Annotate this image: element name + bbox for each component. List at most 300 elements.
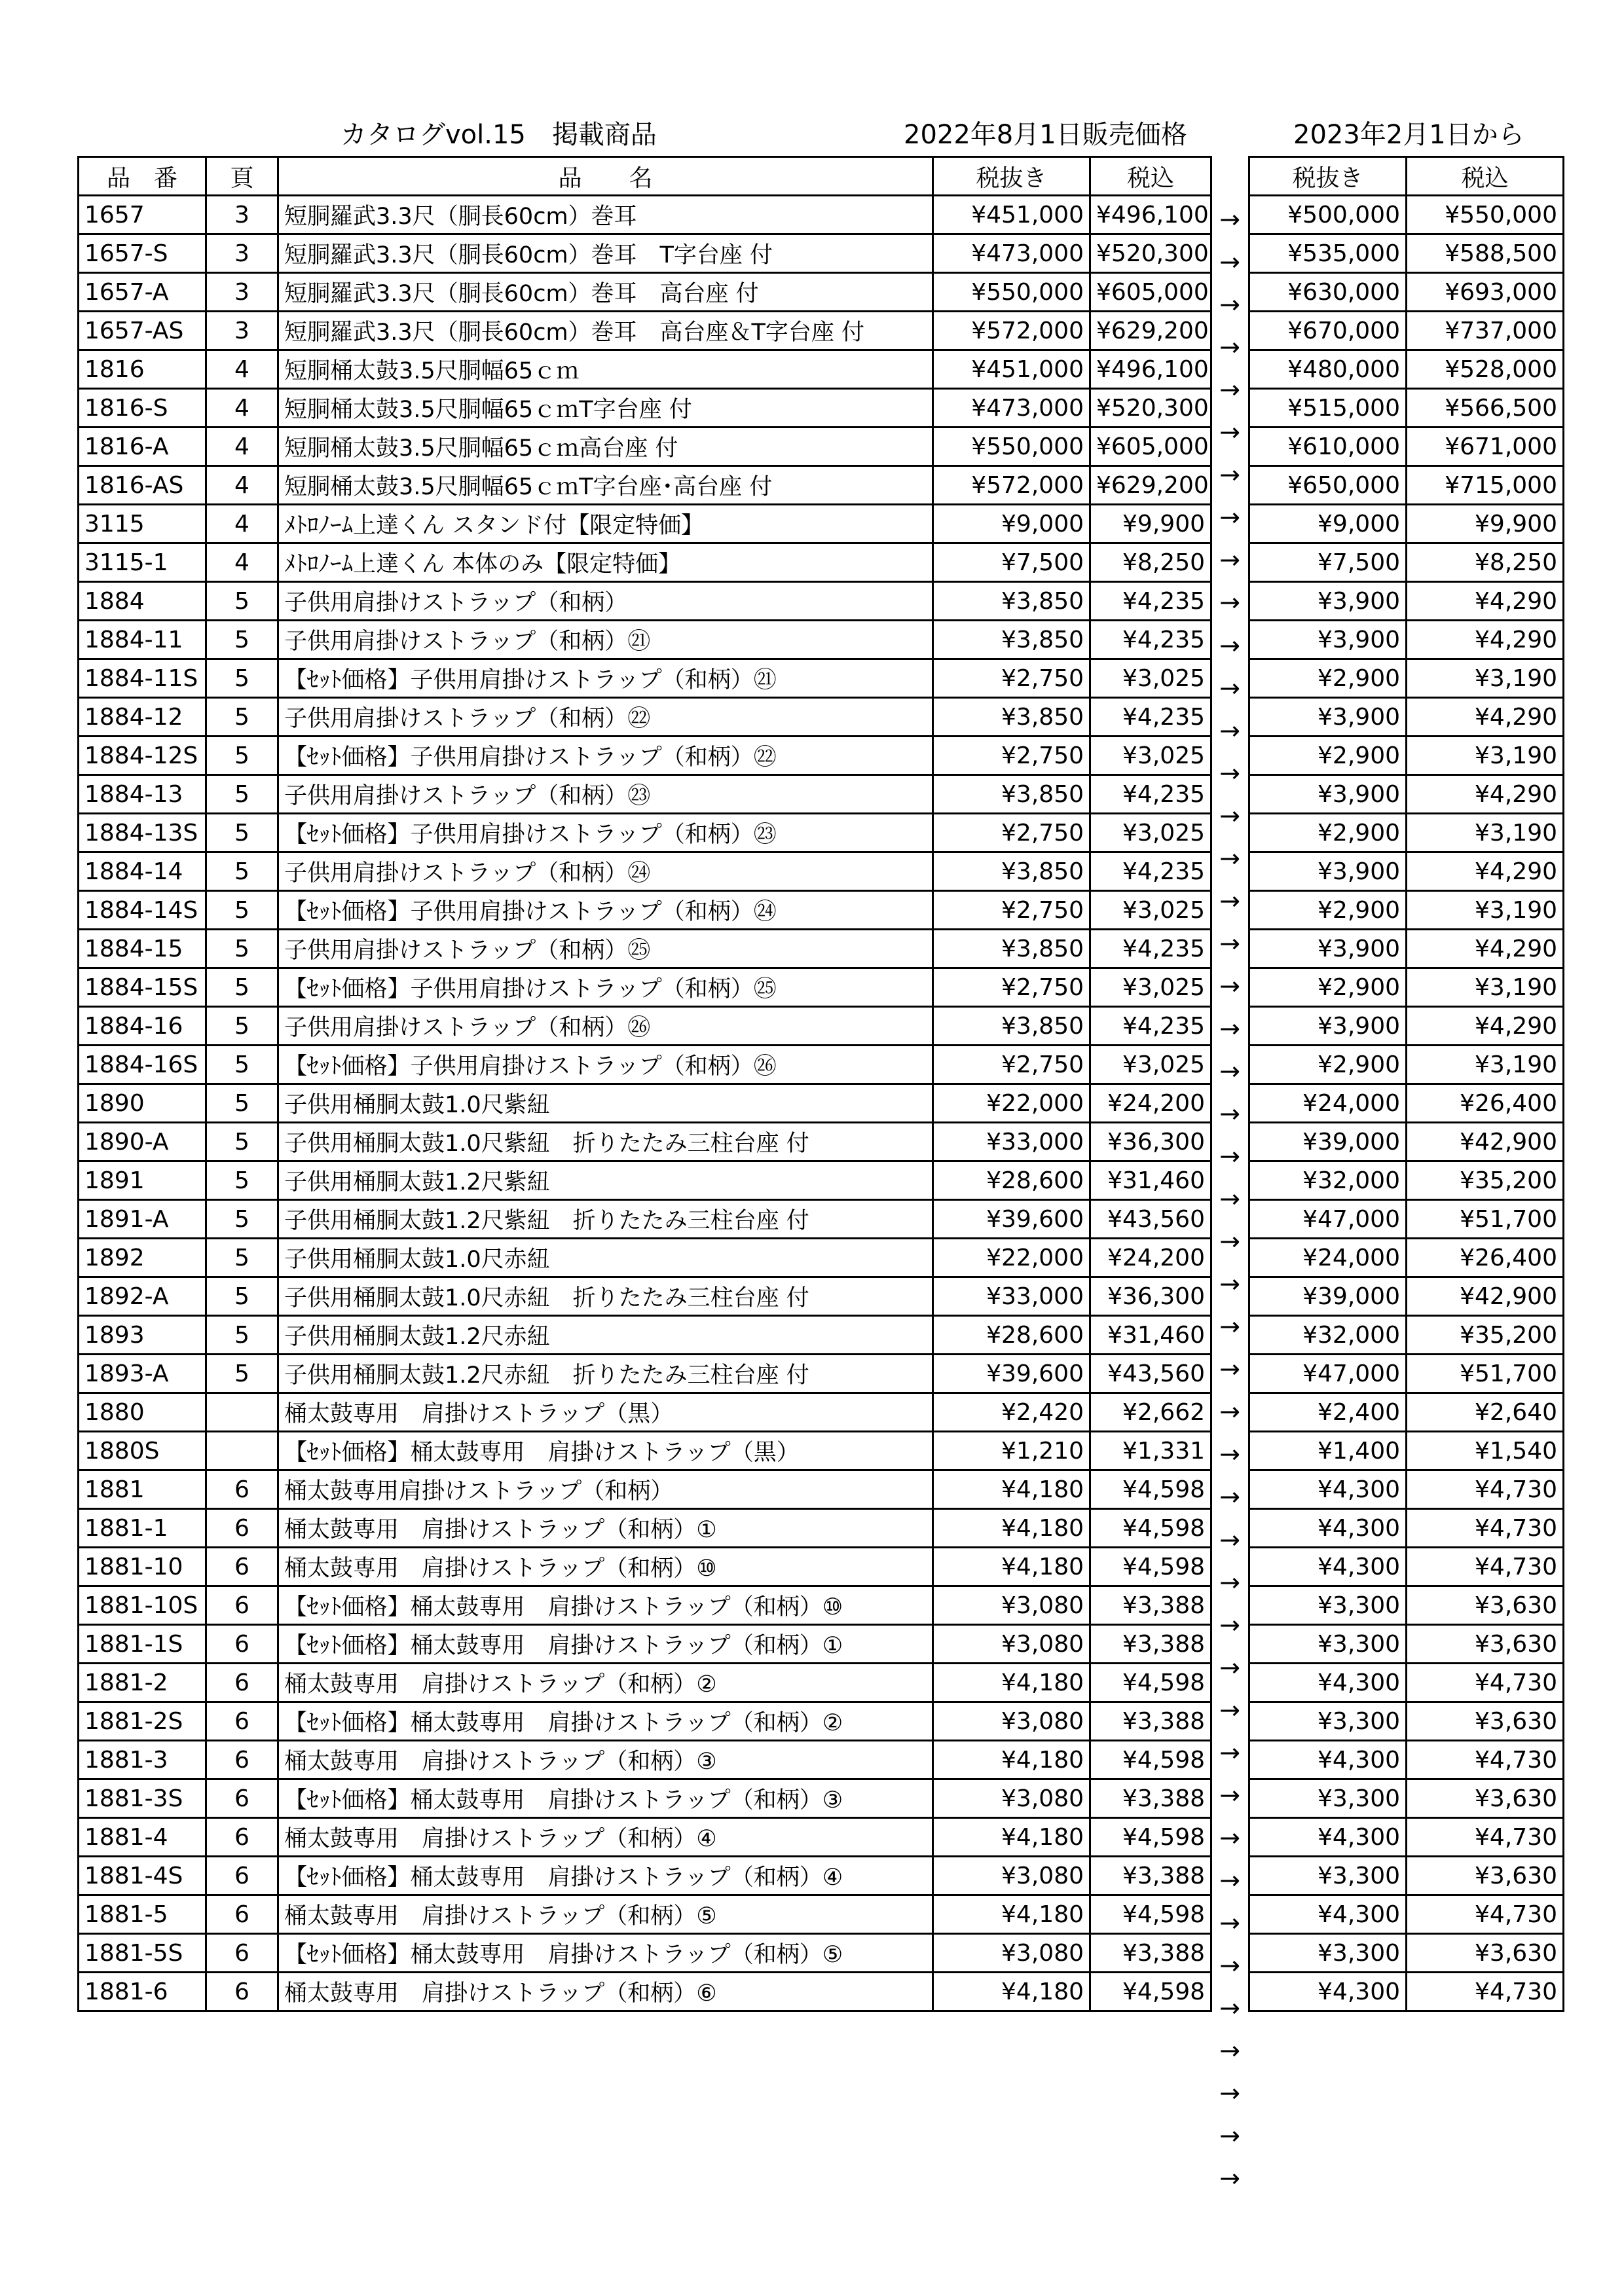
arrow-icon: → xyxy=(1219,1610,1240,1639)
cell-ex-tax: ¥3,850 xyxy=(933,582,1090,621)
table-row xyxy=(1249,1934,1564,1973)
table-row xyxy=(79,737,1211,775)
cell-ex-tax: ¥3,080 xyxy=(933,1625,1090,1664)
cell-code: 1881-10S xyxy=(79,1586,206,1625)
cell-new-in-tax: ¥4,290 xyxy=(1407,852,1564,891)
cell-new-in-tax: ¥51,700 xyxy=(1407,1355,1564,1393)
cell-name: 子供用桶胴太鼓1.2尺紫紐 xyxy=(278,1161,933,1200)
cell-new-in-tax: ¥2,640 xyxy=(1407,1393,1564,1432)
cell-ex-tax: ¥33,000 xyxy=(933,1123,1090,1161)
cell-new-in-tax: ¥4,730 xyxy=(1407,1973,1564,2011)
cell-in-tax: ¥43,560 xyxy=(1090,1355,1211,1393)
cell-new-in-tax: ¥3,190 xyxy=(1407,1046,1564,1084)
cell-in-tax: ¥4,598 xyxy=(1090,1818,1211,1857)
cell-in-tax: ¥24,200 xyxy=(1090,1084,1211,1123)
cell-new-ex-tax: ¥4,300 xyxy=(1249,1664,1407,1702)
table-row xyxy=(79,1625,1211,1664)
cell-page: 6 xyxy=(206,1973,278,2011)
cell-ex-tax: ¥3,850 xyxy=(933,698,1090,737)
cell-ex-tax: ¥28,600 xyxy=(933,1316,1090,1355)
cell-name: 桶太鼓専用肩掛けストラップ（和柄） xyxy=(278,1470,933,1509)
cell-new-ex-tax: ¥3,900 xyxy=(1249,698,1407,737)
arrow-icon: → xyxy=(1219,1695,1240,1724)
cell-new-ex-tax: ¥515,000 xyxy=(1249,389,1407,428)
cell-new-ex-tax: ¥3,900 xyxy=(1249,621,1407,659)
cell-in-tax: ¥3,388 xyxy=(1090,1857,1211,1895)
arrow-icon: → xyxy=(1219,1908,1240,1937)
cell-new-ex-tax: ¥2,900 xyxy=(1249,968,1407,1007)
cell-new-ex-tax: ¥39,000 xyxy=(1249,1123,1407,1161)
cell-page: 6 xyxy=(206,1857,278,1895)
cell-code: 1881-2S xyxy=(79,1702,206,1741)
cell-ex-tax: ¥2,750 xyxy=(933,737,1090,775)
table-row xyxy=(79,1084,1211,1123)
cell-page: 6 xyxy=(206,1779,278,1818)
cell-in-tax: ¥3,025 xyxy=(1090,968,1211,1007)
col-header-name: 品 名 xyxy=(278,157,933,196)
cell-page xyxy=(206,1393,278,1432)
cell-page: 3 xyxy=(206,196,278,234)
cell-code: 1881-2 xyxy=(79,1664,206,1702)
cell-name: 短胴羅武3.3尺（胴長60cm）巻耳 xyxy=(278,196,933,234)
cell-ex-tax: ¥2,750 xyxy=(933,968,1090,1007)
cell-new-ex-tax: ¥3,900 xyxy=(1249,930,1407,968)
table-header-row xyxy=(79,157,1211,196)
cell-in-tax: ¥4,235 xyxy=(1090,1007,1211,1046)
cell-in-tax: ¥31,460 xyxy=(1090,1316,1211,1355)
cell-in-tax: ¥3,388 xyxy=(1090,1779,1211,1818)
cell-new-ex-tax: ¥24,000 xyxy=(1249,1239,1407,1277)
cell-code: 1881-1 xyxy=(79,1509,206,1548)
cell-name: 【ｾｯﾄ価格】子供用肩掛けストラップ（和柄）㉔ xyxy=(278,891,933,930)
table-row xyxy=(79,1316,1211,1355)
cell-new-ex-tax: ¥3,300 xyxy=(1249,1779,1407,1818)
table-row xyxy=(1249,196,1564,234)
cell-name: 子供用桶胴太鼓1.2尺紫紐 折りたたみ三柱台座 付 xyxy=(278,1200,933,1239)
cell-ex-tax: ¥4,180 xyxy=(933,1818,1090,1857)
cell-new-in-tax: ¥4,730 xyxy=(1407,1818,1564,1857)
table-row xyxy=(79,1277,1211,1316)
cell-page: 6 xyxy=(206,1470,278,1509)
arrow-icon: → xyxy=(1219,1780,1240,1810)
arrow-icon: → xyxy=(1219,2036,1240,2066)
cell-code: 1890-A xyxy=(79,1123,206,1161)
table-row xyxy=(1249,1432,1564,1470)
cell-in-tax: ¥520,300 xyxy=(1090,389,1211,428)
cell-code: 1881 xyxy=(79,1470,206,1509)
cell-ex-tax: ¥3,850 xyxy=(933,775,1090,814)
col-header-new-in-tax: 税込 xyxy=(1407,157,1564,196)
table-row xyxy=(1249,968,1564,1007)
cell-code: 1893-A xyxy=(79,1355,206,1393)
cell-ex-tax: ¥22,000 xyxy=(933,1239,1090,1277)
table-row xyxy=(1249,234,1564,273)
cell-code: 1657-S xyxy=(79,234,206,273)
table-row xyxy=(79,1432,1211,1470)
cell-new-in-tax: ¥715,000 xyxy=(1407,466,1564,505)
cell-new-ex-tax: ¥2,900 xyxy=(1249,1046,1407,1084)
cell-page: 4 xyxy=(206,543,278,582)
cell-code: 1881-10 xyxy=(79,1548,206,1586)
cell-new-ex-tax: ¥610,000 xyxy=(1249,428,1407,466)
cell-name: 短胴桶太鼓3.5尺胴幅65ｃｍ高台座 付 xyxy=(278,428,933,466)
cell-new-in-tax: ¥737,000 xyxy=(1407,312,1564,350)
cell-new-in-tax: ¥3,630 xyxy=(1407,1779,1564,1818)
table-row xyxy=(79,698,1211,737)
table-row xyxy=(1249,698,1564,737)
arrow-icon: → xyxy=(1219,971,1240,1000)
cell-in-tax: ¥4,598 xyxy=(1090,1895,1211,1934)
cell-code: 1884-11S xyxy=(79,659,206,698)
cell-code: 1884-15S xyxy=(79,968,206,1007)
table-row xyxy=(1249,1741,1564,1779)
cell-ex-tax: ¥3,080 xyxy=(933,1702,1090,1741)
cell-new-in-tax: ¥42,900 xyxy=(1407,1123,1564,1161)
cell-code: 1881-3S xyxy=(79,1779,206,1818)
cell-page: 5 xyxy=(206,1123,278,1161)
table-row xyxy=(79,1200,1211,1239)
cell-page: 6 xyxy=(206,1741,278,1779)
cell-in-tax: ¥36,300 xyxy=(1090,1277,1211,1316)
cell-new-in-tax: ¥1,540 xyxy=(1407,1432,1564,1470)
arrow-icon: → xyxy=(1219,1525,1240,1554)
cell-ex-tax: ¥2,750 xyxy=(933,891,1090,930)
cell-name: 子供用桶胴太鼓1.2尺赤紐 折りたたみ三柱台座 付 xyxy=(278,1355,933,1393)
cell-page: 5 xyxy=(206,1316,278,1355)
cell-new-ex-tax: ¥3,900 xyxy=(1249,775,1407,814)
table-row xyxy=(79,389,1211,428)
cell-ex-tax: ¥28,600 xyxy=(933,1161,1090,1200)
cell-code: 1881-5S xyxy=(79,1934,206,1973)
cell-code: 1881-5 xyxy=(79,1895,206,1934)
arrow-icon: → xyxy=(1219,460,1240,490)
cell-ex-tax: ¥3,080 xyxy=(933,1586,1090,1625)
cell-name: 桶太鼓専用 肩掛けストラップ（和柄）⑩ xyxy=(278,1548,933,1586)
cell-new-in-tax: ¥4,730 xyxy=(1407,1741,1564,1779)
table-row xyxy=(1249,273,1564,312)
cell-in-tax: ¥3,388 xyxy=(1090,1702,1211,1741)
cell-page: 6 xyxy=(206,1934,278,1973)
cell-code: 1892 xyxy=(79,1239,206,1277)
cell-code: 1884-13 xyxy=(79,775,206,814)
cell-new-in-tax: ¥4,290 xyxy=(1407,621,1564,659)
table-row xyxy=(79,1548,1211,1586)
cell-new-in-tax: ¥588,500 xyxy=(1407,234,1564,273)
cell-in-tax: ¥36,300 xyxy=(1090,1123,1211,1161)
cell-ex-tax: ¥2,750 xyxy=(933,814,1090,852)
cell-new-in-tax: ¥4,290 xyxy=(1407,1007,1564,1046)
table-row xyxy=(1249,1470,1564,1509)
cell-page: 5 xyxy=(206,775,278,814)
cell-new-in-tax: ¥3,630 xyxy=(1407,1625,1564,1664)
arrow-icon: → xyxy=(1219,2079,1240,2108)
table-row xyxy=(79,582,1211,621)
cell-new-ex-tax: ¥2,900 xyxy=(1249,659,1407,698)
col-header-ex-tax: 税抜き xyxy=(933,157,1090,196)
table-row xyxy=(79,350,1211,389)
cell-code: 1890 xyxy=(79,1084,206,1123)
table-row xyxy=(79,1934,1211,1973)
cell-name: 桶太鼓専用 肩掛けストラップ（和柄）④ xyxy=(278,1818,933,1857)
cell-in-tax: ¥31,460 xyxy=(1090,1161,1211,1200)
cell-page: 5 xyxy=(206,1239,278,1277)
table-row xyxy=(79,505,1211,543)
cell-in-tax: ¥4,235 xyxy=(1090,775,1211,814)
table-row xyxy=(79,1664,1211,1702)
arrow-icon: → xyxy=(1219,588,1240,617)
table-row xyxy=(1249,1895,1564,1934)
cell-name: 桶太鼓専用 肩掛けストラップ（黒） xyxy=(278,1393,933,1432)
cell-new-ex-tax: ¥7,500 xyxy=(1249,543,1407,582)
cell-in-tax: ¥496,100 xyxy=(1090,350,1211,389)
cell-code: 1884-15 xyxy=(79,930,206,968)
table-row xyxy=(79,273,1211,312)
cell-in-tax: ¥520,300 xyxy=(1090,234,1211,273)
table-row xyxy=(79,428,1211,466)
table-row xyxy=(1249,1084,1564,1123)
arrow-icon: → xyxy=(1219,886,1240,915)
arrow-icon: → xyxy=(1219,1994,1240,2023)
table-row xyxy=(1249,1664,1564,1702)
cell-name: 【ｾｯﾄ価格】桶太鼓専用 肩掛けストラップ（黒） xyxy=(278,1432,933,1470)
cell-new-ex-tax: ¥4,300 xyxy=(1249,1470,1407,1509)
cell-page: 4 xyxy=(206,505,278,543)
table-row xyxy=(1249,1007,1564,1046)
cell-new-ex-tax: ¥2,900 xyxy=(1249,891,1407,930)
cell-code: 1881-1S xyxy=(79,1625,206,1664)
cell-page: 6 xyxy=(206,1702,278,1741)
cell-code: 1880S xyxy=(79,1432,206,1470)
cell-code: 1884-16 xyxy=(79,1007,206,1046)
table-row xyxy=(1249,1509,1564,1548)
arrow-icon: → xyxy=(1219,1738,1240,1767)
cell-new-ex-tax: ¥2,400 xyxy=(1249,1393,1407,1432)
cell-in-tax: ¥3,025 xyxy=(1090,737,1211,775)
cell-code: 1816-S xyxy=(79,389,206,428)
cell-page: 5 xyxy=(206,1200,278,1239)
cell-name: 子供用桶胴太鼓1.0尺紫紐 折りたたみ三柱台座 付 xyxy=(278,1123,933,1161)
cell-name: 短胴羅武3.3尺（胴長60cm）巻耳 T字台座 付 xyxy=(278,234,933,273)
cell-name: 【ｾｯﾄ価格】桶太鼓専用 肩掛けストラップ（和柄）② xyxy=(278,1702,933,1741)
cell-in-tax: ¥4,598 xyxy=(1090,1509,1211,1548)
cell-name: 子供用肩掛けストラップ（和柄）㉔ xyxy=(278,852,933,891)
table-header-row xyxy=(1249,157,1564,196)
table-row xyxy=(79,1470,1211,1509)
cell-page: 5 xyxy=(206,891,278,930)
cell-in-tax: ¥496,100 xyxy=(1090,196,1211,234)
col-header-code: 品 番 xyxy=(79,157,206,196)
table-row xyxy=(79,1393,1211,1432)
cell-ex-tax: ¥2,750 xyxy=(933,659,1090,698)
cell-code: 1891 xyxy=(79,1161,206,1200)
cell-name: 短胴桶太鼓3.5尺胴幅65ｃｍT字台座･高台座 付 xyxy=(278,466,933,505)
cell-in-tax: ¥1,331 xyxy=(1090,1432,1211,1470)
cell-code: 1884-14 xyxy=(79,852,206,891)
cell-in-tax: ¥605,000 xyxy=(1090,273,1211,312)
arrow-icon: → xyxy=(1219,1355,1240,1384)
cell-new-in-tax: ¥3,630 xyxy=(1407,1934,1564,1973)
cell-new-in-tax: ¥550,000 xyxy=(1407,196,1564,234)
cell-name: 子供用桶胴太鼓1.0尺紫紐 xyxy=(278,1084,933,1123)
cell-page: 3 xyxy=(206,234,278,273)
cell-page: 5 xyxy=(206,1007,278,1046)
table-row xyxy=(1249,1239,1564,1277)
arrow-icon: → xyxy=(1219,1184,1240,1214)
table-row xyxy=(1249,1355,1564,1393)
table-row xyxy=(79,852,1211,891)
table-row xyxy=(79,1741,1211,1779)
arrow-icon: → xyxy=(1219,1056,1240,1085)
cell-ex-tax: ¥572,000 xyxy=(933,312,1090,350)
cell-page: 5 xyxy=(206,852,278,891)
cell-code: 1816-AS xyxy=(79,466,206,505)
table-row xyxy=(79,659,1211,698)
cell-code: 1884-12S xyxy=(79,737,206,775)
arrow-icon: → xyxy=(1219,801,1240,830)
cell-code: 1884-11 xyxy=(79,621,206,659)
table-row xyxy=(1249,1702,1564,1741)
cell-new-ex-tax: ¥47,000 xyxy=(1249,1355,1407,1393)
cell-new-ex-tax: ¥2,900 xyxy=(1249,737,1407,775)
cell-in-tax: ¥4,598 xyxy=(1090,1470,1211,1509)
table-row xyxy=(1249,659,1564,698)
cell-name: 短胴桶太鼓3.5尺胴幅65ｃｍT字台座 付 xyxy=(278,389,933,428)
table-row xyxy=(79,1818,1211,1857)
table-row xyxy=(1249,621,1564,659)
new-price-title: 2023年2月1日から xyxy=(1293,120,1524,150)
table-row xyxy=(1249,1973,1564,2011)
arrow-icon: → xyxy=(1219,1013,1240,1043)
cell-in-tax: ¥2,662 xyxy=(1090,1393,1211,1432)
cell-in-tax: ¥3,388 xyxy=(1090,1586,1211,1625)
cell-new-in-tax: ¥35,200 xyxy=(1407,1161,1564,1200)
cell-name: 桶太鼓専用 肩掛けストラップ（和柄）③ xyxy=(278,1741,933,1779)
table-row xyxy=(79,312,1211,350)
cell-new-ex-tax: ¥480,000 xyxy=(1249,350,1407,389)
cell-code: 1657 xyxy=(79,196,206,234)
cell-ex-tax: ¥4,180 xyxy=(933,1470,1090,1509)
cell-ex-tax: ¥3,080 xyxy=(933,1779,1090,1818)
arrow-icon: → xyxy=(1219,1950,1240,1980)
table-row xyxy=(79,1046,1211,1084)
cell-code: 1881-4 xyxy=(79,1818,206,1857)
cell-new-in-tax: ¥51,700 xyxy=(1407,1200,1564,1239)
cell-new-in-tax: ¥4,730 xyxy=(1407,1470,1564,1509)
cell-new-ex-tax: ¥3,900 xyxy=(1249,582,1407,621)
cell-ex-tax: ¥4,180 xyxy=(933,1895,1090,1934)
col-header-new-ex-tax: 税抜き xyxy=(1249,157,1407,196)
cell-new-ex-tax: ¥32,000 xyxy=(1249,1161,1407,1200)
table-row xyxy=(79,543,1211,582)
cell-new-in-tax: ¥4,730 xyxy=(1407,1509,1564,1548)
cell-name: 【ｾｯﾄ価格】桶太鼓専用 肩掛けストラップ（和柄）⑤ xyxy=(278,1934,933,1973)
cell-name: 【ｾｯﾄ価格】桶太鼓専用 肩掛けストラップ（和柄）① xyxy=(278,1625,933,1664)
table-row xyxy=(1249,1625,1564,1664)
cell-new-in-tax: ¥693,000 xyxy=(1407,273,1564,312)
cell-new-in-tax: ¥3,190 xyxy=(1407,968,1564,1007)
cell-name: 子供用桶胴太鼓1.2尺赤紐 xyxy=(278,1316,933,1355)
cell-in-tax: ¥605,000 xyxy=(1090,428,1211,466)
cell-ex-tax: ¥451,000 xyxy=(933,350,1090,389)
cell-new-in-tax: ¥4,730 xyxy=(1407,1548,1564,1586)
cell-new-ex-tax: ¥4,300 xyxy=(1249,1818,1407,1857)
table-row xyxy=(1249,389,1564,428)
cell-ex-tax: ¥4,180 xyxy=(933,1548,1090,1586)
table-row xyxy=(79,775,1211,814)
arrow-icon: → xyxy=(1219,716,1240,745)
cell-code: 1893 xyxy=(79,1316,206,1355)
cell-new-ex-tax: ¥3,900 xyxy=(1249,1007,1407,1046)
table-row xyxy=(1249,1548,1564,1586)
table-row xyxy=(1249,1200,1564,1239)
arrow-icon: → xyxy=(1219,290,1240,319)
cell-new-ex-tax: ¥1,400 xyxy=(1249,1432,1407,1470)
cell-name: 子供用桶胴太鼓1.0尺赤紐 xyxy=(278,1239,933,1277)
cell-in-tax: ¥3,025 xyxy=(1090,814,1211,852)
cell-code: 1816 xyxy=(79,350,206,389)
cell-name: 短胴桶太鼓3.5尺胴幅65ｃｍ xyxy=(278,350,933,389)
cell-ex-tax: ¥572,000 xyxy=(933,466,1090,505)
cell-new-ex-tax: ¥3,300 xyxy=(1249,1702,1407,1741)
table-row xyxy=(79,1973,1211,2011)
cell-new-in-tax: ¥3,630 xyxy=(1407,1702,1564,1741)
cell-name: 子供用肩掛けストラップ（和柄）㉖ xyxy=(278,1007,933,1046)
arrow-icon: → xyxy=(1219,545,1240,575)
cell-ex-tax: ¥2,420 xyxy=(933,1393,1090,1432)
cell-name: 【ｾｯﾄ価格】子供用肩掛けストラップ（和柄）㉒ xyxy=(278,737,933,775)
table-row xyxy=(1249,737,1564,775)
cell-new-in-tax: ¥4,730 xyxy=(1407,1895,1564,1934)
cell-code: 1891-A xyxy=(79,1200,206,1239)
table-row xyxy=(1249,1779,1564,1818)
table-row xyxy=(79,1509,1211,1548)
cell-page: 5 xyxy=(206,1084,278,1123)
table-row xyxy=(1249,350,1564,389)
cell-page xyxy=(206,1432,278,1470)
cell-name: 子供用肩掛けストラップ（和柄）㉕ xyxy=(278,930,933,968)
cell-code: 1884 xyxy=(79,582,206,621)
cell-page: 5 xyxy=(206,621,278,659)
cell-page: 5 xyxy=(206,930,278,968)
cell-new-ex-tax: ¥535,000 xyxy=(1249,234,1407,273)
cell-name: 【ｾｯﾄ価格】子供用肩掛けストラップ（和柄）㉓ xyxy=(278,814,933,852)
cell-name: 短胴羅武3.3尺（胴長60cm）巻耳 高台座＆T字台座 付 xyxy=(278,312,933,350)
cell-name: 桶太鼓専用 肩掛けストラップ（和柄）⑤ xyxy=(278,1895,933,1934)
cell-page: 6 xyxy=(206,1664,278,1702)
table-row xyxy=(1249,1857,1564,1895)
cell-code: 1881-4S xyxy=(79,1857,206,1895)
cell-in-tax: ¥4,598 xyxy=(1090,1664,1211,1702)
table-row xyxy=(79,1895,1211,1934)
table-row xyxy=(1249,891,1564,930)
arrow-icon: → xyxy=(1219,1482,1240,1512)
table-row xyxy=(1249,1586,1564,1625)
table-row xyxy=(1249,543,1564,582)
cell-in-tax: ¥4,598 xyxy=(1090,1548,1211,1586)
cell-name: ﾒﾄﾛﾉｰﾑ上達くん スタンド付【限定特価】 xyxy=(278,505,933,543)
arrow-icon: → xyxy=(1219,1440,1240,1469)
cell-page: 5 xyxy=(206,1277,278,1316)
cell-new-ex-tax: ¥24,000 xyxy=(1249,1084,1407,1123)
cell-name: 桶太鼓専用 肩掛けストラップ（和柄）② xyxy=(278,1664,933,1702)
cell-in-tax: ¥3,388 xyxy=(1090,1625,1211,1664)
cell-page: 5 xyxy=(206,1161,278,1200)
table-row xyxy=(79,1779,1211,1818)
cell-new-in-tax: ¥9,900 xyxy=(1407,505,1564,543)
cell-ex-tax: ¥2,750 xyxy=(933,1046,1090,1084)
cell-page: 3 xyxy=(206,273,278,312)
cell-ex-tax: ¥9,000 xyxy=(933,505,1090,543)
